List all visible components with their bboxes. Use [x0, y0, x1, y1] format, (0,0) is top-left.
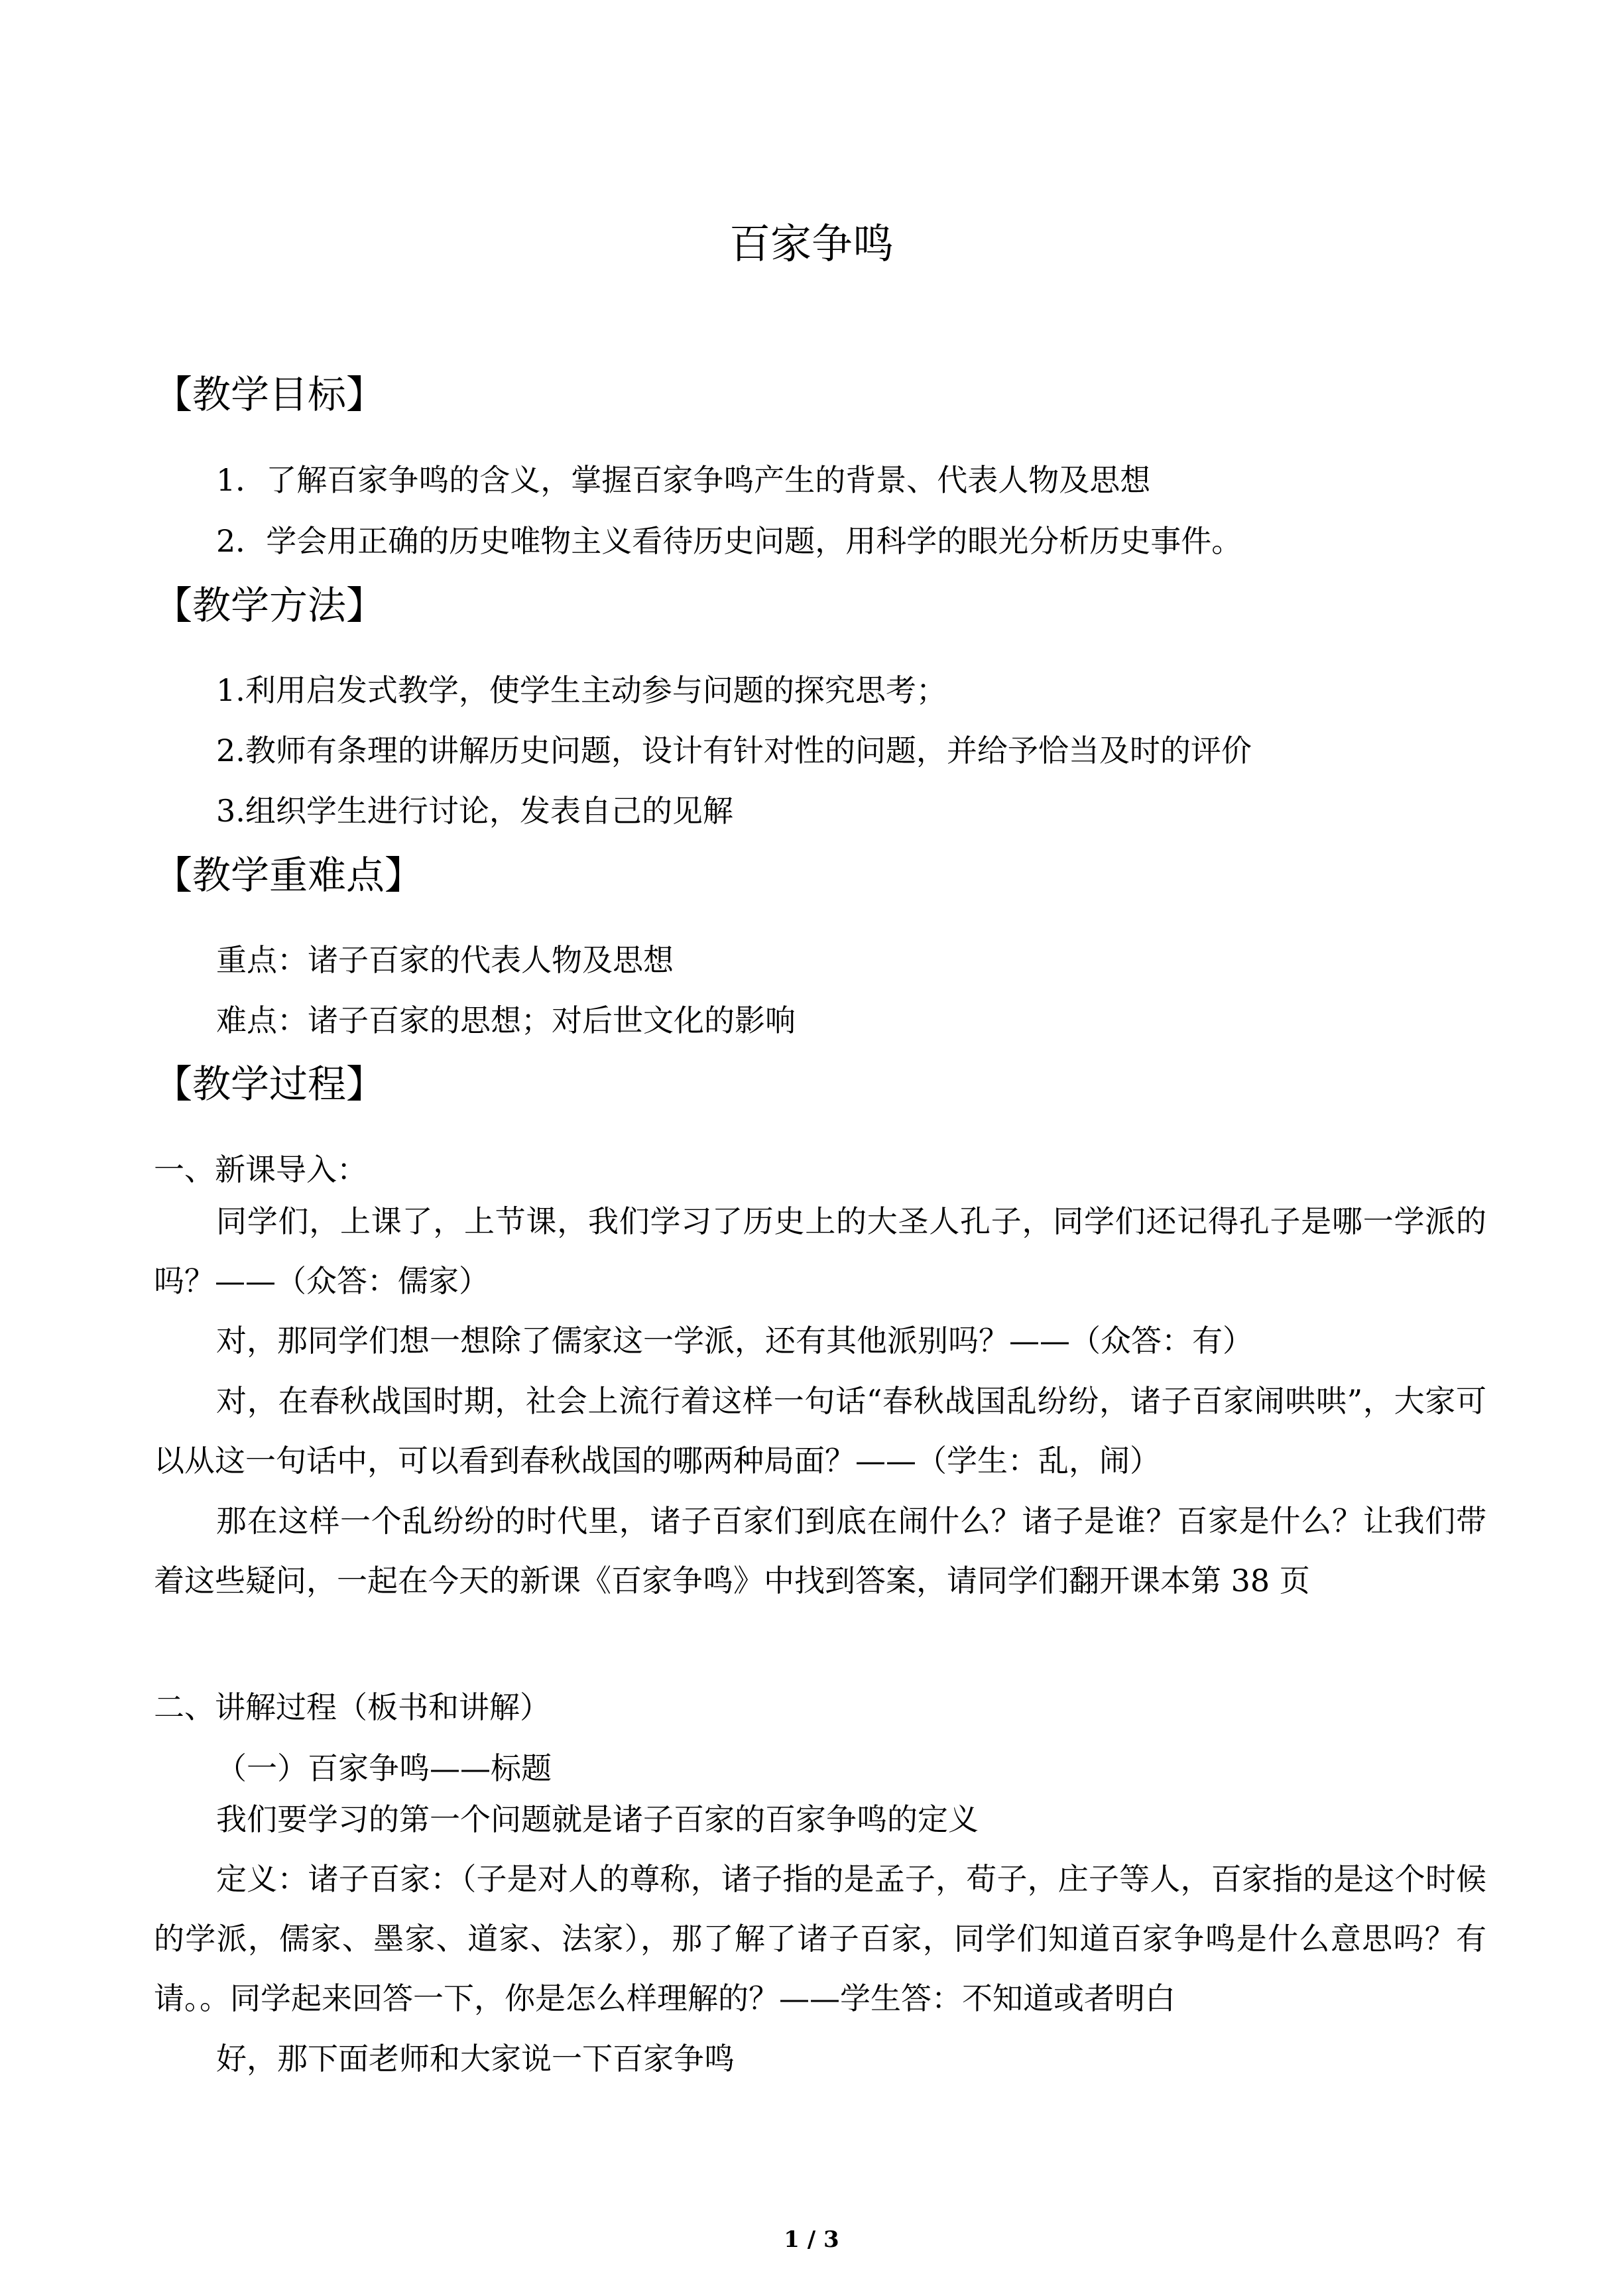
paragraph: 对，在春秋战国时期，社会上流行着这样一句话“春秋战国乱纷纷，诸子百家闹哄哄”，大家可以从这一句话中，可以看到春秋战国的哪两种局面？——（学生：乱，闹） — [154, 1383, 1486, 1479]
method-item: 2.教师有条理的讲解历史问题，设计有针对性的问题，并给予恰当及时的评价 — [216, 733, 1252, 768]
keypoint-item: 重点：诸子百家的代表人物及思想 — [216, 942, 674, 978]
method-item: 3.组织学生进行讨论，发表自己的见解 — [216, 793, 733, 829]
method-item: 1.利用启发式教学，使学生主动参与问题的探究思考； — [216, 672, 947, 708]
paragraph: 对，那同学们想一想除了儒家这一学派，还有其他派别吗？——（众答：有） — [216, 1323, 1253, 1359]
section-heading-process: 【教学过程】 — [154, 1061, 385, 1107]
goal-item: 2．学会用正确的历史唯物主义看待历史问题，用科学的眼光分析历史事件。 — [216, 523, 1242, 559]
goal-item: 1．了解百家争鸣的含义，掌握百家争鸣产生的背景、代表人物及思想 — [216, 462, 1151, 498]
part2-heading: 二、讲解过程（板书和讲解） — [154, 1689, 550, 1725]
page-title: 百家争鸣 — [729, 219, 894, 268]
section-heading-methods: 【教学方法】 — [154, 583, 385, 628]
paragraph: 定义：诸子百家：（子是对人的尊称，诸子指的是孟子，荀子，庄子等人，百家指的是这个时候的学派，儒家、墨家、道家、法家），那了解了诸子百家，同学们知道百家争鸣是什么意思吗？有请。。同学起来回答一下，你是怎么样理解的？——学生答：不知道或者明白 — [154, 1861, 1486, 2016]
paragraph: 同学们，上课了，上节课，我们学习了历史上的大圣人孔子，同学们还记得孔子是哪一学派的吗？——（众答：儒家） — [154, 1203, 1486, 1299]
part1-heading: 一、新课导入： — [154, 1152, 367, 1187]
page-number: 1 / 3 — [784, 2226, 839, 2253]
paragraph: 那在这样一个乱纷纷的时代里，诸子百家们到底在闹什么？诸子是谁？百家是什么？让我们带着这些疑问，一起在今天的新课《百家争鸣》中找到答案，请同学们翻开课本第 38 页 — [154, 1503, 1486, 1599]
section-heading-keypoints: 【教学重难点】 — [154, 853, 424, 898]
section-heading-goals: 【教学目标】 — [154, 372, 385, 417]
paragraph: 我们要学习的第一个问题就是诸子百家的百家争鸣的定义 — [216, 1801, 979, 1837]
paragraph: 好，那下面老师和大家说一下百家争鸣 — [216, 2041, 735, 2077]
keypoint-item: 难点：诸子百家的思想；对后世文化的影响 — [216, 1002, 796, 1038]
subheading: （一）百家争鸣——标题 — [216, 1750, 552, 1786]
